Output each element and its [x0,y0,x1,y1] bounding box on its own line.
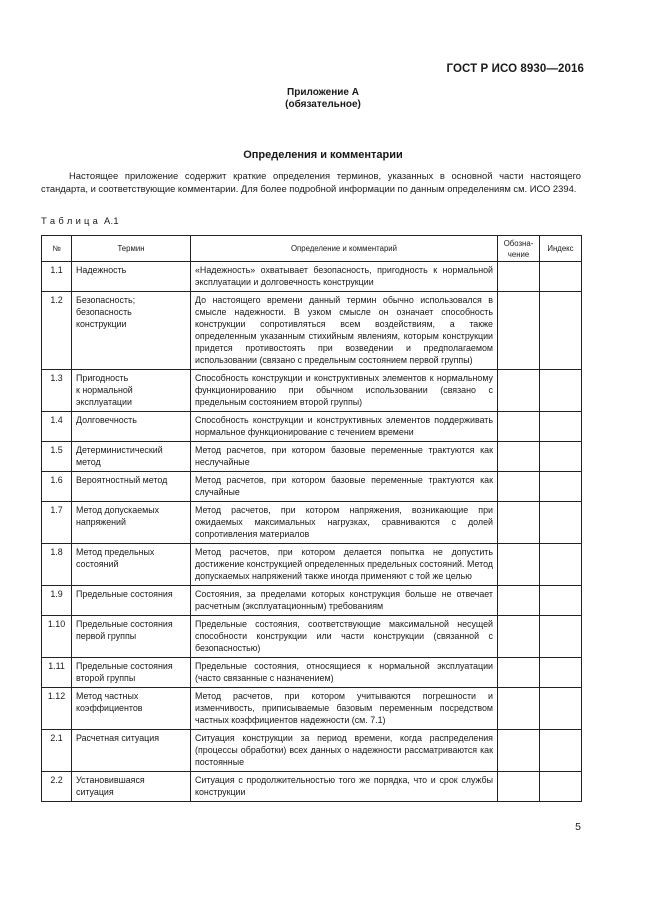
row-definition: Способность конструкции и конструктивных элементов к нормальному функционированию при обычном использовании (связано с предельным состоянием второй группы) [191,370,498,412]
row-symbol [498,688,540,730]
row-term: Предельные состояния первой группы [72,616,191,658]
table-row [42,688,582,730]
row-symbol [498,544,540,586]
table-row [42,730,582,772]
row-symbol [498,412,540,442]
row-index [540,412,582,442]
row-term: Метод допускаемых напряжений [72,502,191,544]
column-header-term: Термин [72,236,191,262]
row-symbol [498,658,540,688]
row-term: Установившаяся ситуация [72,772,191,802]
row-definition: Ситуация с продолжительностью того же порядка, что и срок службы конструкции [191,772,498,802]
row-symbol [498,292,540,370]
row-number: 1.10 [42,616,72,658]
row-index [540,544,582,586]
row-term: Метод частных коэффициентов [72,688,191,730]
table-header-row [42,236,582,262]
row-term: Вероятностный метод [72,472,191,502]
row-number: 1.5 [42,442,72,472]
table-row [42,502,582,544]
column-header-index: Индекс [540,236,582,262]
annex-status: (обязательное) [285,99,361,110]
column-header-definition: Определение и комментарий [191,236,498,262]
row-term: Метод предельных состояний [72,544,191,586]
column-header-symbol: Обозна- чение [498,236,540,262]
row-symbol [498,772,540,802]
row-index [540,586,582,616]
table-row [42,772,582,802]
row-symbol [498,586,540,616]
row-number: 1.3 [42,370,72,412]
table-row [42,442,582,472]
annex-title: Приложение А [287,87,359,98]
row-index [540,772,582,802]
table-row [42,262,582,292]
row-index [540,616,582,658]
row-number: 1.9 [42,586,72,616]
row-definition: Метод расчетов, при котором учитываются погрешности и изменчивость, приписываемые базовым переменным посредством частных коэффициентов надежности (см. 7.1) [191,688,498,730]
row-number: 1.6 [42,472,72,502]
row-number: 1.1 [42,262,72,292]
row-number: 1.7 [42,502,72,544]
row-term: Надежность [72,262,191,292]
row-number: 1.8 [42,544,72,586]
column-header-num: № [42,236,72,262]
row-index [540,658,582,688]
table-row [42,544,582,586]
table-row [42,370,582,412]
row-term: Предельные состояния [72,586,191,616]
row-definition: Метод расчетов, при котором напряжения, возникающие при ожидаемых максимальных нагрузках, сравниваются с долей сопротивления материалов [191,502,498,544]
table-row [42,658,582,688]
annex-heading [0,87,646,111]
row-definition: Метод расчетов, при котором базовые переменные трактуются как неслучайные [191,442,498,472]
row-index [540,730,582,772]
row-symbol [498,472,540,502]
table-row [42,586,582,616]
row-term: Безопасность; безопасность конструкции [72,292,191,370]
row-index [540,442,582,472]
table-row [42,412,582,442]
table-body [42,262,582,802]
row-symbol [498,502,540,544]
document-code: ГОСТ Р ИСО 8930—2016 [446,63,584,75]
row-definition: Метод расчетов, при котором базовые переменные трактуются как случайные [191,472,498,502]
table-caption: Т а б л и ц а А.1 [41,215,119,226]
row-index [540,262,582,292]
row-index [540,502,582,544]
row-term: Пригодность к нормальной эксплуатации [72,370,191,412]
row-term: Расчетная ситуация [72,730,191,772]
row-symbol [498,442,540,472]
row-number: 2.2 [42,772,72,802]
row-index [540,370,582,412]
row-definition: Метод расчетов, при котором делается попытка не допустить достижение конструкцией определенных предельных состояний. Метод допускаемых напряжений также иногда применяют с той же целью [191,544,498,586]
intro-paragraph: Настоящее приложение содержит краткие определения терминов, указанных в основной части настоящего стандарта, и соответствующие комментарии. Для более подробной информации по данным определениям см. ИСО 2394. [41,170,581,194]
row-definition: Предельные состояния, соответствующие максимальной несущей способности конструкции или части конструкции (связанной с безопасностью) [191,616,498,658]
page-number: 5 [575,821,581,833]
row-definition: Ситуация конструкции за период времени, когда распределения (процессы обработки) всех данных о надежности рассматриваются как постоянные [191,730,498,772]
row-index [540,472,582,502]
row-term: Детерминистический метод [72,442,191,472]
row-index [540,292,582,370]
row-definition: Предельные состояния, относящиеся к нормальной эксплуатации (часто связанные с назначением) [191,658,498,688]
row-symbol [498,616,540,658]
row-number: 1.12 [42,688,72,730]
section-title: Определения и комментарии [243,149,403,161]
row-number: 1.4 [42,412,72,442]
row-term: Долговечность [72,412,191,442]
table-row [42,472,582,502]
row-definition: До настоящего времени данный термин обычно использовался в смысле надежности. В узком смысле он означает способность конструкции сопротивляться всем воздействиям, а также определенным указанным стихийным явлениям, которым конструкции придется противостоять при возведении и предполагаемом использовании (связано с предельным состоянием первой группы) [191,292,498,370]
row-number: 1.2 [42,292,72,370]
row-definition: Способность конструкции и конструктивных элементов поддерживать нормальное функционирование с течением времени [191,412,498,442]
row-number: 1.11 [42,658,72,688]
row-definition: «Надежность» охватывает безопасность, пригодность к нормальной эксплуатации и долговечность конструкции [191,262,498,292]
table-row [42,292,582,370]
row-symbol [498,370,540,412]
table-row [42,616,582,658]
row-index [540,688,582,730]
row-term: Предельные состояния второй группы [72,658,191,688]
definitions-table [41,235,582,802]
row-definition: Состояния, за пределами которых конструкция больше не отвечает расчетным (эксплуатационным) требованиям [191,586,498,616]
row-symbol [498,262,540,292]
row-symbol [498,730,540,772]
row-number: 2.1 [42,730,72,772]
